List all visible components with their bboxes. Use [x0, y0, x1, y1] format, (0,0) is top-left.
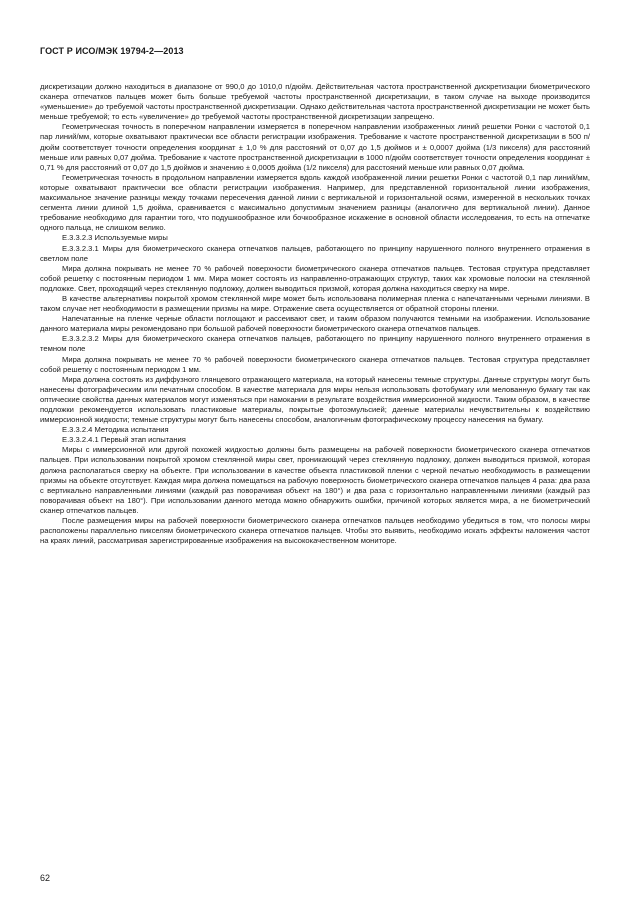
paragraph: Геометрическая точность в поперечном направлении измеряется в поперечном направлении изображенных линий решетки Ронки с частотой 0,1 пар линий/мм, которые охватывают практически все области регистрации изображения. Требование к частоте пространственной дискретизации в 500 п/дюйм соответствует точности определения координат ± 1,0 % для расстояний от 0,07 до 1,5 дюймов и ± 0,0007 дюйма (1/3 пикселя) для расстояний меньше или равных 0,07 дюйма. Требование к частоте пространственной дискретизации в 1000 п/дюйм соответствует точности определения координат ± 0,71 % для расстояний от 0,07 до 1,5 дюймов и значению ± 0,0005 дюйма (1/2 пикселя) для расстояний меньше или равных 0,07 дюйма.	[40, 122, 590, 172]
paragraph: В качестве альтернативы покрытой хромом стеклянной мире может быть использована полимерная пленка с напечатанными черными линиями. В таком случае нет необходимости в размещении призмы на мире. Отражение света осуществляется от обратной стороны пленки.	[40, 293, 590, 314]
page-number: 62	[40, 873, 51, 883]
paragraph: Е.3.3.2.3 Используемые миры	[62, 233, 168, 243]
standard-header: ГОСТ Р ИСО/МЭК 19794-2—2013	[40, 46, 184, 56]
paragraph: Е.3.3.2.4 Методика испытания	[62, 425, 169, 435]
paragraph: Е.3.3.2.3.2 Миры для биометрического сканера отпечатков пальцев, работающего по принципу нарушенного полного внутреннего отражения в темном поле	[40, 334, 590, 354]
paragraph: Геометрическая точность в продольном направлении измеряется вдоль каждой изображенной линии решетки Ронки с частотой 0,1 пар линий/мм, которые охватывают практически все области регистрации изображения. Например, для представленной горизонтальной линии изображения, максимальное значение разницы между точками пересечения данной линии с вертикальной и горизонтальной осями, измеренной в нескольких точках сегмента линии длиной 1,5 дюйма, сравнивается с максимально допустимым значением разницы (аналогично для вертикальной линии). Данное требование необходимо для гарантии того, что подушкообразное или бочкообразное искажение в основной области исследования, то есть на отпечатке одного пальца, не слишком велико.	[40, 172, 590, 233]
paragraph: Е.3.3.2.4.1 Первый этап испытания	[62, 435, 186, 445]
paragraph: Мира должна состоять из диффузного глянцевого отражающего материала, на который нанесены темные структуры. Данные структуры могут быть нанесены фотографическим или печатным способом. В качестве материала для миры нельзя использовать фотобумагу или мелованную бумагу так как оптические свойства данных материалов могут изменяться при намокании в результате воздействия иммерсионной жидкости. Таким образом, в качестве подложки рекомендуется использовать пластиковые материалы, покрытые фотоэмульсией; данные материалы нечувствительны к воздействию иммерсионной жидкости; темные структуры могут быть нанесены способом, аналогичным фотографическому процессу нанесения на бумагу.	[40, 374, 590, 425]
paragraph: Мира должна покрывать не менее 70 % рабочей поверхности биометрического сканера отпечатков пальцев. Тестовая структура представляет собой решетку с постоянным периодом 1 мм. Мира может состоять из направленно-отражающих структур, таких как хромовые полоски на стеклянной подложке. Свет, проходящий через стеклянную подложку, должен выводиться призмой, которая должна находиться сверху на мире.	[40, 263, 590, 293]
paragraph: Миры с иммерсионной или другой похожей жидкостью должны быть размещены на рабочей поверхности биометрического сканера отпечатков пальцев. При использовании покрытой хромом стеклянной миры свет, проникающий через стеклянную подложку, должен выводиться призмой, которая должна располагаться сверху на объекте. При использовании в качестве объекта пластиковой пленки с черной печатью необходимость в размещении призмы на объекте отсутствует. Каждая мира должна помещаться на рабочую поверхность биометрического сканера отпечатков пальцев 4 раза: два раза с вертикально направленными линиями (каждый раз поворачивая объект на 180°) и два раза с горизонтально направленными линиями (каждый раз поворачивая объект на 180°). При использовании данного метода можно обнаружить ошибки, причиной которых является мира, а не биометрический сканер отпечатков пальцев.	[40, 445, 590, 515]
paragraph: После размещения миры на рабочей поверхности биометрического сканера отпечатков пальцев необходимо убедиться в том, что полосы миры расположены параллельно пикселям биометрического сканера отпечатков пальцев. Чтобы это выявить, необходимо искать эффекты наложения частот на краях линий, рассматривая зарегистрированные изображения на высококачественном мониторе.	[40, 516, 590, 546]
paragraph: Напечатанные на пленке черные области поглощают и рассеивают свет, и таким образом получаются темными на изображении. Использование данного материала миры рекомендовано при большой рабочей поверхности биометрического сканера отпечатков пальцев.	[40, 314, 590, 334]
paragraph: Мира должна покрывать не менее 70 % рабочей поверхности биометрического сканера отпечатков пальцев. Тестовая структура представляет собой решетку с постоянным периодом 1 мм.	[40, 354, 590, 374]
paragraph: Е.3.3.2.3.1 Миры для биометрического сканера отпечатков пальцев, работающего по принципу нарушенного полного внутреннего отражения в светлом поле	[40, 243, 590, 263]
document-body	[40, 82, 590, 546]
paragraph: дискретизации должно находиться в диапазоне от 990,0 до 1010,0 п/дюйм. Действительная частота пространственной дискретизации биометрического сканера отпечатков пальцев может быть больше требуемой частоты пространственной дискретизации, в таком случае на выходе производится «уменьшение» до требуемой частоты пространственной дискретизации. Однако действительная частота пространственной дискретизации не может быть меньше требуемой; то есть «увеличение» до требуемой частоты пространственной дискретизации запрещено.	[40, 82, 590, 122]
